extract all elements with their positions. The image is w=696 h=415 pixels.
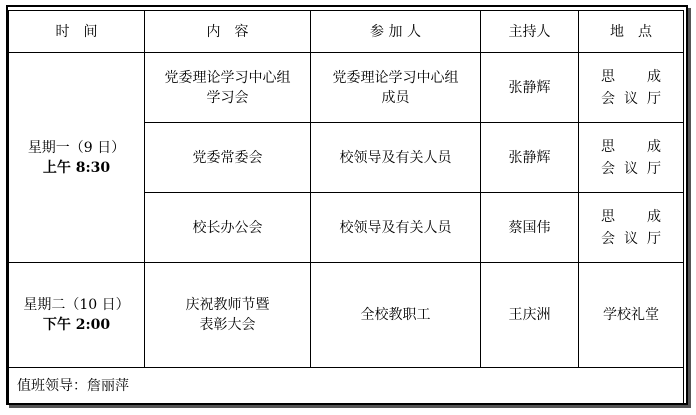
location-line: 思 成 bbox=[601, 138, 661, 155]
location-cell bbox=[579, 193, 684, 263]
host-cell: 张静辉 bbox=[481, 123, 579, 193]
time-cell-monday bbox=[9, 53, 145, 263]
time-hour: 上午 8:30 bbox=[42, 159, 111, 176]
location-line: 思 成 bbox=[601, 208, 661, 225]
header-location: 地 点 bbox=[579, 11, 684, 53]
participants-cell bbox=[311, 53, 481, 123]
duty-leader: 值班领导：詹丽萍 bbox=[9, 368, 684, 405]
header-participants: 参 加 人 bbox=[311, 11, 481, 53]
header-row bbox=[9, 11, 684, 53]
content-cell bbox=[145, 53, 311, 123]
header-time: 时 间 bbox=[9, 11, 145, 53]
table-row bbox=[9, 263, 684, 368]
host-cell: 张静辉 bbox=[481, 53, 579, 123]
location-line: 会议厅 bbox=[601, 90, 661, 107]
content-line: 庆祝教师节暨 bbox=[185, 297, 270, 313]
content-line: 党委理论学习中心组 bbox=[164, 69, 291, 86]
time-hour: 下午 2:00 bbox=[42, 317, 111, 333]
host-cell: 王庆洲 bbox=[481, 263, 579, 368]
participants-line: 成员 bbox=[381, 89, 410, 106]
time-day: 星期二（10 日） bbox=[23, 297, 130, 313]
content-cell: 校长办公会 bbox=[145, 193, 311, 263]
location-cell bbox=[579, 123, 684, 193]
content-cell bbox=[145, 263, 311, 368]
content-cell: 党委常委会 bbox=[145, 123, 311, 193]
location-cell bbox=[579, 53, 684, 123]
participants-cell: 全校教职工 bbox=[311, 263, 481, 368]
content-line: 表彰大会 bbox=[199, 317, 256, 333]
location-cell: 学校礼堂 bbox=[579, 263, 684, 368]
schedule-table bbox=[8, 10, 684, 405]
table-row bbox=[9, 53, 684, 123]
location-line: 会议厅 bbox=[601, 230, 661, 247]
host-cell: 蔡国伟 bbox=[481, 193, 579, 263]
participants-line: 党委理论学习中心组 bbox=[332, 69, 459, 86]
participants-cell: 校领导及有关人员 bbox=[311, 193, 481, 263]
content-line: 学习会 bbox=[206, 89, 249, 106]
time-cell-tuesday bbox=[9, 263, 145, 368]
header-host: 主持人 bbox=[481, 11, 579, 53]
location-line: 会议厅 bbox=[601, 160, 661, 177]
time-day: 星期一（9 日） bbox=[27, 139, 126, 156]
location-line: 思 成 bbox=[601, 68, 661, 85]
header-content: 内 容 bbox=[145, 11, 311, 53]
footer-row bbox=[9, 368, 684, 405]
participants-cell: 校领导及有关人员 bbox=[311, 123, 481, 193]
